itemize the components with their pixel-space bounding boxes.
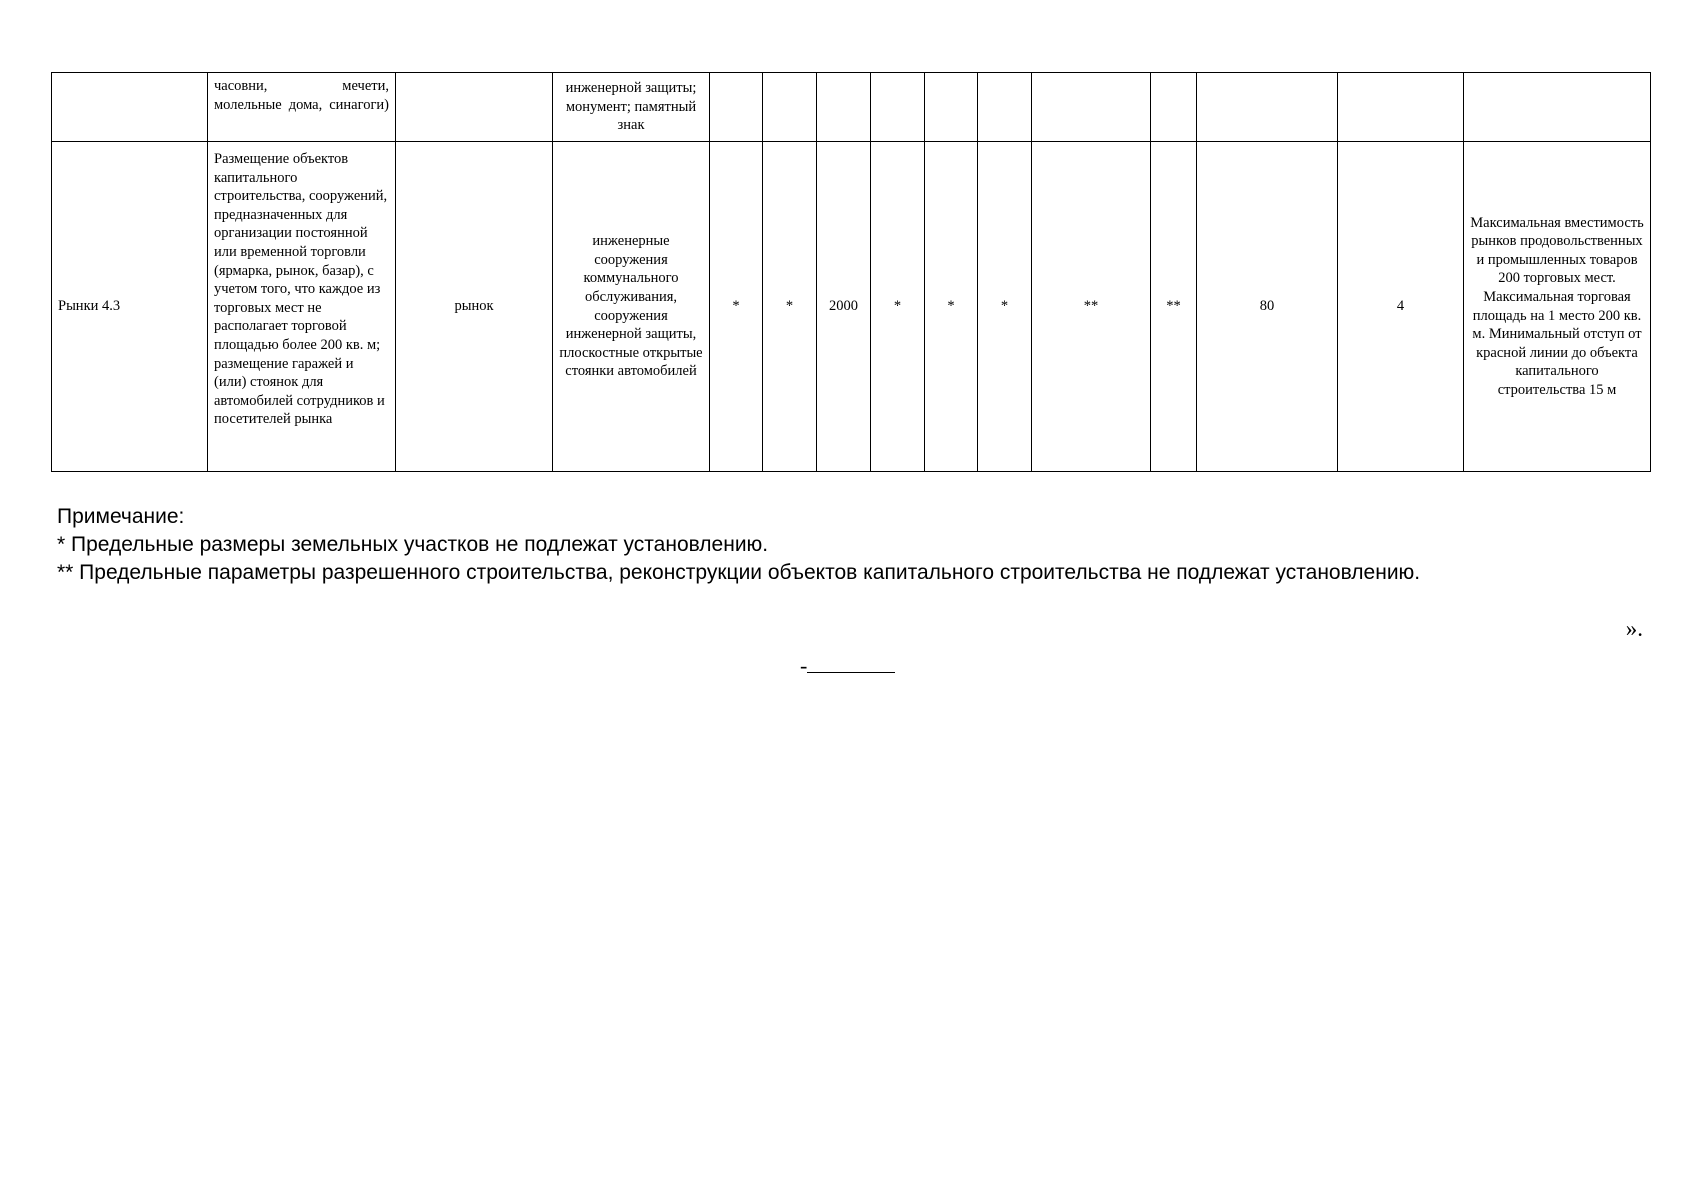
cell-param-8: **: [1151, 142, 1197, 472]
cell-notes: Максимальная вместимость рынков продовольственных и промышленных товаров 200 торговых мест. Максимальная торговая площадь на 1 место 200 кв. м. Минимальный отступ от красной линии до объекта капитального строительства 15 м: [1464, 142, 1651, 472]
cell-use-description: Размещение объектов капитального строительства, сооружений, предназначенных для организации постоянной или временной торговли (ярмарка, рынок, базар), с учетом того, что каждое из торговых мест не располагает торговой площадью более 200 кв. м; размещение гаражей и (или) стоянок для автомобилей сотрудников и посетителей рынка: [208, 142, 396, 472]
cell-empty: [925, 73, 978, 142]
cell-param-2: *: [763, 142, 817, 472]
cell-use-kind: [52, 73, 208, 142]
cell-empty: [1338, 73, 1464, 142]
zoning-table: [51, 72, 1651, 472]
cell-empty: [817, 73, 871, 142]
cell-empty: [1464, 73, 1651, 142]
cell-auxiliary-use: инженерные сооружения коммунального обслуживания, сооружения инженерной защиты, плоскостные открытые стоянки автомобилей: [553, 142, 710, 472]
cell-main-use: рынок: [396, 142, 553, 472]
footnote-double-star: ** Предельные параметры разрешенного строительства, реконструкции объектов капитального строительства не подлежат установлению.: [57, 561, 1421, 584]
cell-param-5: *: [925, 142, 978, 472]
cell-empty: [1197, 73, 1338, 142]
cell-use-kind: Рынки 4.3: [52, 142, 208, 472]
cell-param-3: 2000: [817, 142, 871, 472]
cell-param-4: *: [871, 142, 925, 472]
cell-empty: [763, 73, 817, 142]
end-dash: -: [800, 653, 808, 678]
cell-use-description: часовни, мечети, молельные дома, синагоги): [208, 73, 396, 142]
cell-empty: [710, 73, 763, 142]
footnote-single-star: * Предельные размеры земельных участков не подлежат установлению.: [57, 533, 769, 556]
cell-empty: [978, 73, 1032, 142]
cell-auxiliary-use: инженерной защиты; монумент; памятный знак: [553, 73, 710, 142]
end-underline: [807, 652, 895, 673]
end-line: [800, 652, 895, 679]
table-row-continuation: [52, 73, 1651, 142]
table-row-markets: [52, 142, 1651, 472]
footnotes: [57, 503, 1420, 587]
cell-empty: [1151, 73, 1197, 142]
cell-main-use: [396, 73, 553, 142]
cell-param-1: *: [710, 142, 763, 472]
closing-quote: ».: [1625, 616, 1643, 641]
cell-param-7: **: [1032, 142, 1151, 472]
cell-empty: [871, 73, 925, 142]
footnotes-heading: Примечание:: [57, 505, 185, 528]
cell-param-9: 80: [1197, 142, 1338, 472]
cell-empty: [1032, 73, 1151, 142]
cell-param-10: 4: [1338, 142, 1464, 472]
cell-param-6: *: [978, 142, 1032, 472]
